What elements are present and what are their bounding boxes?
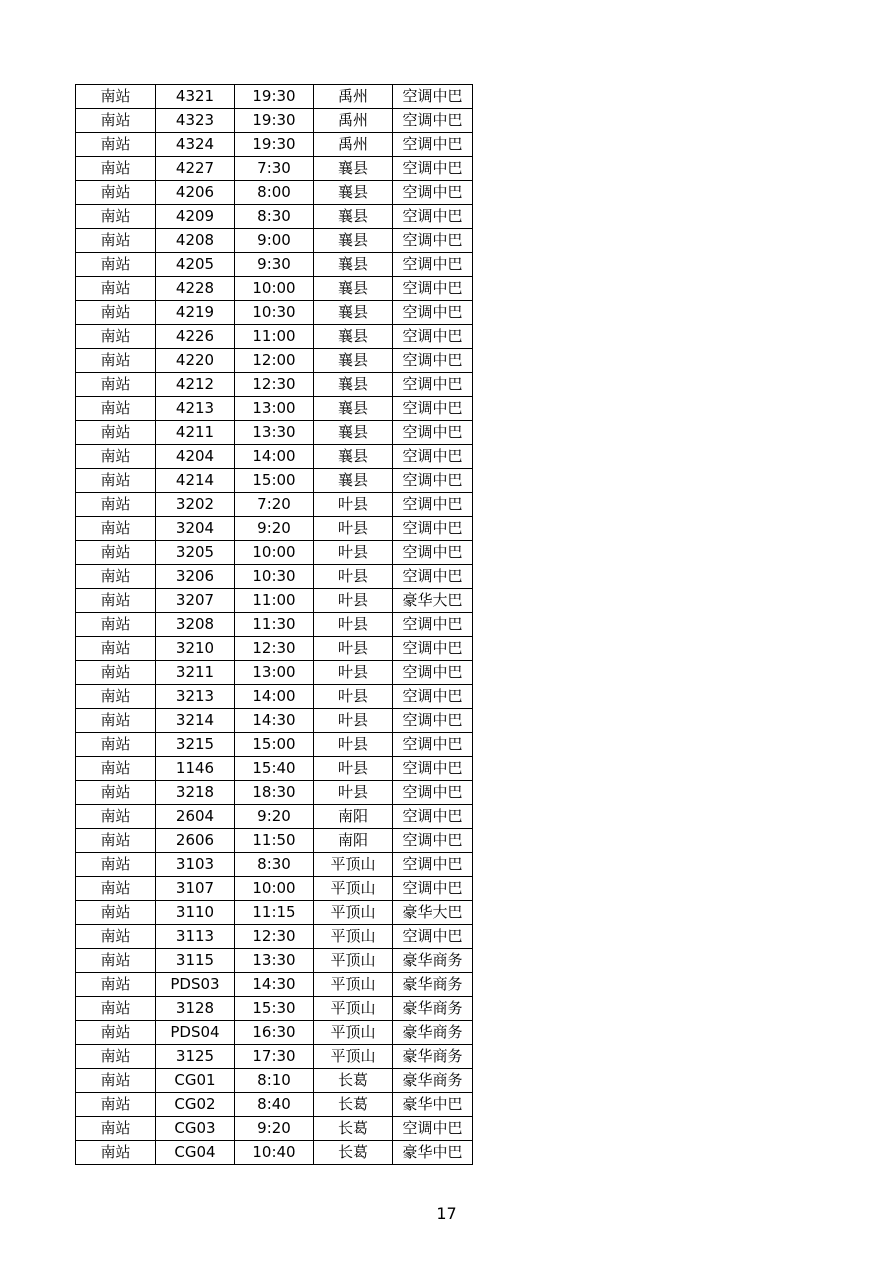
trip-number-cell: 4211: [156, 421, 235, 445]
departure-time-cell: 8:30: [235, 853, 314, 877]
destination-cell: 平顶山: [314, 925, 393, 949]
table-row: [76, 997, 473, 1021]
destination-cell: 襄县: [314, 277, 393, 301]
destination-cell: 平顶山: [314, 1021, 393, 1045]
destination-cell: 襄县: [314, 397, 393, 421]
station-cell: 南站: [76, 901, 156, 925]
trip-number-cell: 3214: [156, 709, 235, 733]
destination-cell: 平顶山: [314, 949, 393, 973]
trip-number-cell: 3211: [156, 661, 235, 685]
departure-time-cell: 13:30: [235, 949, 314, 973]
trip-number-cell: 4209: [156, 205, 235, 229]
station-cell: 南站: [76, 565, 156, 589]
bus-type-cell: 空调中巴: [393, 829, 473, 853]
table-row: [76, 637, 473, 661]
trip-number-cell: CG02: [156, 1093, 235, 1117]
destination-cell: 襄县: [314, 349, 393, 373]
station-cell: 南站: [76, 109, 156, 133]
departure-time-cell: 9:30: [235, 253, 314, 277]
departure-time-cell: 7:30: [235, 157, 314, 181]
departure-time-cell: 9:20: [235, 805, 314, 829]
destination-cell: 长葛: [314, 1117, 393, 1141]
station-cell: 南站: [76, 493, 156, 517]
table-row: [76, 229, 473, 253]
station-cell: 南站: [76, 229, 156, 253]
station-cell: 南站: [76, 277, 156, 301]
departure-time-cell: 18:30: [235, 781, 314, 805]
station-cell: 南站: [76, 949, 156, 973]
bus-type-cell: 空调中巴: [393, 325, 473, 349]
trip-number-cell: 4208: [156, 229, 235, 253]
bus-type-cell: 空调中巴: [393, 853, 473, 877]
station-cell: 南站: [76, 925, 156, 949]
station-cell: 南站: [76, 301, 156, 325]
departure-time-cell: 15:40: [235, 757, 314, 781]
bus-type-cell: 空调中巴: [393, 685, 473, 709]
table-row: [76, 205, 473, 229]
station-cell: 南站: [76, 157, 156, 181]
bus-type-cell: 空调中巴: [393, 805, 473, 829]
destination-cell: 襄县: [314, 469, 393, 493]
table-row: [76, 589, 473, 613]
trip-number-cell: 4212: [156, 373, 235, 397]
trip-number-cell: 4213: [156, 397, 235, 421]
trip-number-cell: 3213: [156, 685, 235, 709]
bus-type-cell: 空调中巴: [393, 517, 473, 541]
trip-number-cell: 3210: [156, 637, 235, 661]
bus-type-cell: 豪华大巴: [393, 589, 473, 613]
destination-cell: 平顶山: [314, 997, 393, 1021]
destination-cell: 叶县: [314, 613, 393, 637]
departure-time-cell: 10:00: [235, 541, 314, 565]
trip-number-cell: 3113: [156, 925, 235, 949]
table-row: [76, 973, 473, 997]
table-row: [76, 709, 473, 733]
destination-cell: 禹州: [314, 85, 393, 109]
departure-time-cell: 19:30: [235, 109, 314, 133]
trip-number-cell: 2604: [156, 805, 235, 829]
departure-time-cell: 14:00: [235, 685, 314, 709]
trip-number-cell: 1146: [156, 757, 235, 781]
bus-type-cell: 空调中巴: [393, 85, 473, 109]
bus-type-cell: 空调中巴: [393, 421, 473, 445]
bus-type-cell: 空调中巴: [393, 661, 473, 685]
bus-type-cell: 豪华中巴: [393, 1093, 473, 1117]
bus-type-cell: 空调中巴: [393, 1117, 473, 1141]
departure-time-cell: 8:30: [235, 205, 314, 229]
trip-number-cell: 4204: [156, 445, 235, 469]
destination-cell: 平顶山: [314, 1045, 393, 1069]
trip-number-cell: 3128: [156, 997, 235, 1021]
departure-time-cell: 15:00: [235, 733, 314, 757]
departure-time-cell: 10:40: [235, 1141, 314, 1165]
destination-cell: 叶县: [314, 565, 393, 589]
station-cell: 南站: [76, 445, 156, 469]
departure-time-cell: 14:30: [235, 973, 314, 997]
station-cell: 南站: [76, 349, 156, 373]
bus-type-cell: 空调中巴: [393, 205, 473, 229]
table-row: [76, 421, 473, 445]
station-cell: 南站: [76, 325, 156, 349]
table-row: [76, 1045, 473, 1069]
trip-number-cell: 4220: [156, 349, 235, 373]
trip-number-cell: PDS03: [156, 973, 235, 997]
bus-type-cell: 空调中巴: [393, 925, 473, 949]
destination-cell: 襄县: [314, 229, 393, 253]
destination-cell: 南阳: [314, 829, 393, 853]
bus-type-cell: 空调中巴: [393, 373, 473, 397]
station-cell: 南站: [76, 685, 156, 709]
departure-time-cell: 10:00: [235, 277, 314, 301]
table-row: [76, 925, 473, 949]
trip-number-cell: CG01: [156, 1069, 235, 1093]
departure-time-cell: 12:30: [235, 637, 314, 661]
departure-time-cell: 15:30: [235, 997, 314, 1021]
trip-number-cell: 3110: [156, 901, 235, 925]
station-cell: 南站: [76, 829, 156, 853]
table-row: [76, 613, 473, 637]
bus-type-cell: 空调中巴: [393, 277, 473, 301]
trip-number-cell: PDS04: [156, 1021, 235, 1045]
table-row: [76, 109, 473, 133]
destination-cell: 平顶山: [314, 877, 393, 901]
table-row: [76, 277, 473, 301]
bus-schedule-body: [76, 85, 473, 1165]
table-row: [76, 1117, 473, 1141]
bus-type-cell: 豪华商务: [393, 949, 473, 973]
departure-time-cell: 8:00: [235, 181, 314, 205]
table-row: [76, 157, 473, 181]
departure-time-cell: 17:30: [235, 1045, 314, 1069]
bus-schedule-table: [75, 84, 473, 1165]
station-cell: 南站: [76, 877, 156, 901]
trip-number-cell: CG04: [156, 1141, 235, 1165]
trip-number-cell: 3208: [156, 613, 235, 637]
destination-cell: 平顶山: [314, 901, 393, 925]
bus-type-cell: 空调中巴: [393, 133, 473, 157]
departure-time-cell: 11:00: [235, 325, 314, 349]
table-row: [76, 445, 473, 469]
departure-time-cell: 10:30: [235, 301, 314, 325]
bus-type-cell: 空调中巴: [393, 709, 473, 733]
table-row: [76, 349, 473, 373]
destination-cell: 襄县: [314, 253, 393, 277]
station-cell: 南站: [76, 85, 156, 109]
bus-type-cell: 豪华商务: [393, 973, 473, 997]
bus-type-cell: 空调中巴: [393, 781, 473, 805]
station-cell: 南站: [76, 469, 156, 493]
destination-cell: 长葛: [314, 1093, 393, 1117]
table-row: [76, 565, 473, 589]
station-cell: 南站: [76, 397, 156, 421]
destination-cell: 平顶山: [314, 853, 393, 877]
departure-time-cell: 13:00: [235, 661, 314, 685]
bus-type-cell: 空调中巴: [393, 349, 473, 373]
destination-cell: 叶县: [314, 517, 393, 541]
table-row: [76, 1021, 473, 1045]
departure-time-cell: 10:30: [235, 565, 314, 589]
destination-cell: 襄县: [314, 205, 393, 229]
trip-number-cell: 4206: [156, 181, 235, 205]
station-cell: 南站: [76, 661, 156, 685]
station-cell: 南站: [76, 1021, 156, 1045]
station-cell: 南站: [76, 1141, 156, 1165]
departure-time-cell: 12:00: [235, 349, 314, 373]
trip-number-cell: 3202: [156, 493, 235, 517]
bus-type-cell: 空调中巴: [393, 757, 473, 781]
table-row: [76, 733, 473, 757]
table-row: [76, 541, 473, 565]
table-row: [76, 1141, 473, 1165]
table-row: [76, 397, 473, 421]
station-cell: 南站: [76, 373, 156, 397]
table-row: [76, 517, 473, 541]
departure-time-cell: 9:20: [235, 517, 314, 541]
bus-type-cell: 空调中巴: [393, 181, 473, 205]
bus-type-cell: 空调中巴: [393, 109, 473, 133]
station-cell: 南站: [76, 1093, 156, 1117]
bus-type-cell: 空调中巴: [393, 733, 473, 757]
trip-number-cell: 4228: [156, 277, 235, 301]
departure-time-cell: 10:00: [235, 877, 314, 901]
trip-number-cell: 3204: [156, 517, 235, 541]
trip-number-cell: 4324: [156, 133, 235, 157]
trip-number-cell: 3205: [156, 541, 235, 565]
table-row: [76, 949, 473, 973]
station-cell: 南站: [76, 517, 156, 541]
trip-number-cell: 4214: [156, 469, 235, 493]
departure-time-cell: 13:00: [235, 397, 314, 421]
station-cell: 南站: [76, 1069, 156, 1093]
destination-cell: 叶县: [314, 541, 393, 565]
destination-cell: 南阳: [314, 805, 393, 829]
destination-cell: 襄县: [314, 373, 393, 397]
departure-time-cell: 11:15: [235, 901, 314, 925]
departure-time-cell: 14:30: [235, 709, 314, 733]
departure-time-cell: 12:30: [235, 925, 314, 949]
station-cell: 南站: [76, 757, 156, 781]
trip-number-cell: 4219: [156, 301, 235, 325]
station-cell: 南站: [76, 181, 156, 205]
departure-time-cell: 19:30: [235, 85, 314, 109]
destination-cell: 叶县: [314, 637, 393, 661]
bus-type-cell: 空调中巴: [393, 469, 473, 493]
table-row: [76, 1093, 473, 1117]
bus-type-cell: 空调中巴: [393, 637, 473, 661]
destination-cell: 襄县: [314, 421, 393, 445]
table-row: [76, 469, 473, 493]
departure-time-cell: 12:30: [235, 373, 314, 397]
table-row: [76, 829, 473, 853]
bus-type-cell: 豪华商务: [393, 997, 473, 1021]
trip-number-cell: 3103: [156, 853, 235, 877]
destination-cell: 襄县: [314, 301, 393, 325]
departure-time-cell: 13:30: [235, 421, 314, 445]
trip-number-cell: 4321: [156, 85, 235, 109]
destination-cell: 长葛: [314, 1141, 393, 1165]
station-cell: 南站: [76, 637, 156, 661]
destination-cell: 禹州: [314, 133, 393, 157]
station-cell: 南站: [76, 253, 156, 277]
station-cell: 南站: [76, 973, 156, 997]
trip-number-cell: 3207: [156, 589, 235, 613]
departure-time-cell: 11:30: [235, 613, 314, 637]
departure-time-cell: 7:20: [235, 493, 314, 517]
table-row: [76, 133, 473, 157]
destination-cell: 叶县: [314, 733, 393, 757]
bus-type-cell: 豪华商务: [393, 1045, 473, 1069]
table-row: [76, 877, 473, 901]
bus-type-cell: 空调中巴: [393, 877, 473, 901]
table-row: [76, 373, 473, 397]
table-row: [76, 181, 473, 205]
departure-time-cell: 14:00: [235, 445, 314, 469]
bus-type-cell: 豪华商务: [393, 1021, 473, 1045]
bus-type-cell: 豪华大巴: [393, 901, 473, 925]
bus-type-cell: 空调中巴: [393, 397, 473, 421]
departure-time-cell: 11:00: [235, 589, 314, 613]
station-cell: 南站: [76, 133, 156, 157]
trip-number-cell: 4323: [156, 109, 235, 133]
bus-type-cell: 空调中巴: [393, 565, 473, 589]
departure-time-cell: 8:10: [235, 1069, 314, 1093]
bus-type-cell: 空调中巴: [393, 493, 473, 517]
bus-type-cell: 空调中巴: [393, 301, 473, 325]
destination-cell: 襄县: [314, 445, 393, 469]
page-number: 17: [436, 1204, 457, 1223]
station-cell: 南站: [76, 589, 156, 613]
station-cell: 南站: [76, 709, 156, 733]
destination-cell: 长葛: [314, 1069, 393, 1093]
trip-number-cell: 3115: [156, 949, 235, 973]
departure-time-cell: 11:50: [235, 829, 314, 853]
station-cell: 南站: [76, 1117, 156, 1141]
departure-time-cell: 16:30: [235, 1021, 314, 1045]
station-cell: 南站: [76, 733, 156, 757]
station-cell: 南站: [76, 541, 156, 565]
table-row: [76, 1069, 473, 1093]
table-row: [76, 301, 473, 325]
table-row: [76, 805, 473, 829]
trip-number-cell: 3215: [156, 733, 235, 757]
table-row: [76, 757, 473, 781]
table-row: [76, 853, 473, 877]
bus-type-cell: 空调中巴: [393, 253, 473, 277]
departure-time-cell: 19:30: [235, 133, 314, 157]
bus-type-cell: 空调中巴: [393, 157, 473, 181]
table-row: [76, 253, 473, 277]
trip-number-cell: 3206: [156, 565, 235, 589]
destination-cell: 平顶山: [314, 973, 393, 997]
bus-type-cell: 空调中巴: [393, 229, 473, 253]
station-cell: 南站: [76, 613, 156, 637]
destination-cell: 叶县: [314, 709, 393, 733]
bus-type-cell: 空调中巴: [393, 445, 473, 469]
station-cell: 南站: [76, 205, 156, 229]
trip-number-cell: 3107: [156, 877, 235, 901]
table-row: [76, 85, 473, 109]
destination-cell: 叶县: [314, 685, 393, 709]
destination-cell: 叶县: [314, 661, 393, 685]
destination-cell: 禹州: [314, 109, 393, 133]
station-cell: 南站: [76, 997, 156, 1021]
trip-number-cell: 4226: [156, 325, 235, 349]
trip-number-cell: 3125: [156, 1045, 235, 1069]
trip-number-cell: 2606: [156, 829, 235, 853]
destination-cell: 襄县: [314, 157, 393, 181]
station-cell: 南站: [76, 1045, 156, 1069]
bus-type-cell: 豪华商务: [393, 1069, 473, 1093]
trip-number-cell: 4227: [156, 157, 235, 181]
table-row: [76, 685, 473, 709]
destination-cell: 叶县: [314, 757, 393, 781]
bus-type-cell: 豪华中巴: [393, 1141, 473, 1165]
table-row: [76, 661, 473, 685]
station-cell: 南站: [76, 421, 156, 445]
trip-number-cell: 4205: [156, 253, 235, 277]
destination-cell: 襄县: [314, 181, 393, 205]
table-row: [76, 493, 473, 517]
departure-time-cell: 15:00: [235, 469, 314, 493]
bus-type-cell: 空调中巴: [393, 541, 473, 565]
departure-time-cell: 9:00: [235, 229, 314, 253]
trip-number-cell: 3218: [156, 781, 235, 805]
table-row: [76, 901, 473, 925]
trip-number-cell: CG03: [156, 1117, 235, 1141]
departure-time-cell: 8:40: [235, 1093, 314, 1117]
departure-time-cell: 9:20: [235, 1117, 314, 1141]
destination-cell: 叶县: [314, 781, 393, 805]
station-cell: 南站: [76, 853, 156, 877]
bus-type-cell: 空调中巴: [393, 613, 473, 637]
destination-cell: 叶县: [314, 589, 393, 613]
table-row: [76, 325, 473, 349]
destination-cell: 襄县: [314, 325, 393, 349]
station-cell: 南站: [76, 805, 156, 829]
table-row: [76, 781, 473, 805]
station-cell: 南站: [76, 781, 156, 805]
destination-cell: 叶县: [314, 493, 393, 517]
